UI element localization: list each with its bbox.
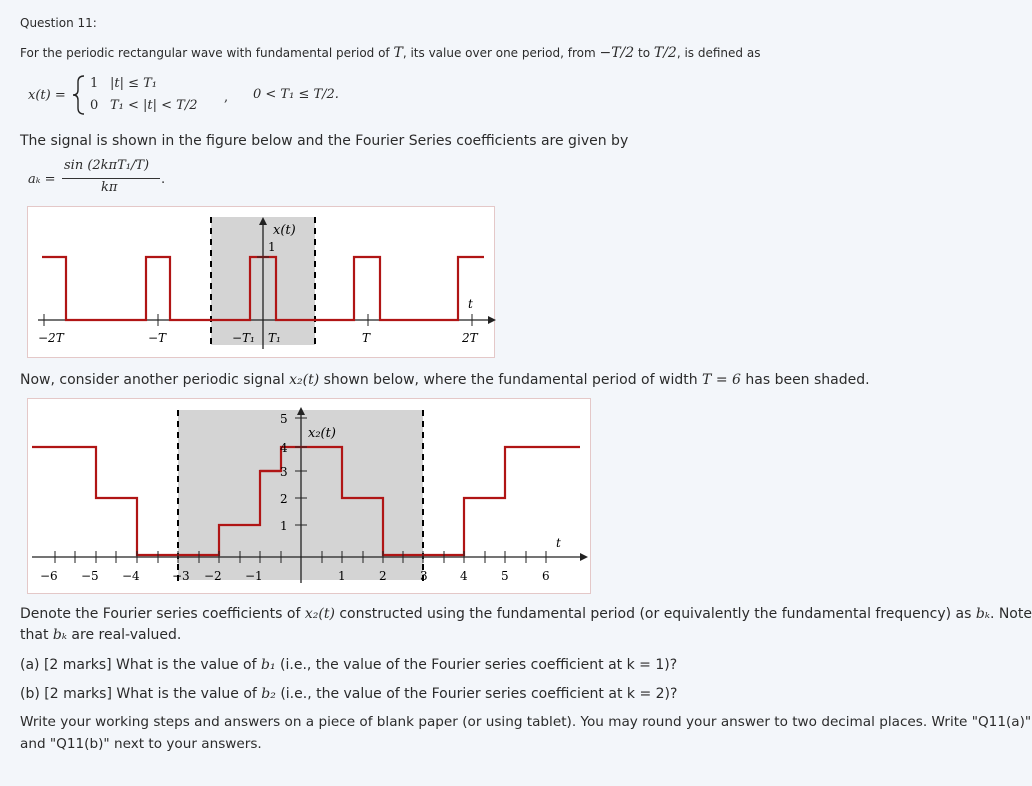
coefficient-denominator: kπ — [101, 180, 118, 195]
denote-part2: constructed using the fundamental period (or equivalently the fundamental frequency) as — [334, 606, 976, 622]
figure2-ytick-label: 3 — [280, 465, 288, 479]
figure1-axis-arrow — [488, 316, 496, 324]
denote-line2-pre: that — [20, 627, 53, 643]
brace-icon — [72, 74, 86, 116]
figure1-tick-label: T — [362, 331, 371, 345]
figure1-tick-label: 2T — [462, 331, 478, 345]
coefficient-period: . — [161, 172, 166, 187]
figure2-xtick-label: −1 — [245, 569, 263, 583]
figure1-tick-label: −T — [148, 331, 167, 345]
case2-value: 0 — [90, 98, 99, 113]
denote-line2-coef: bₖ — [52, 627, 67, 643]
figure2-ytick-label: 1 — [280, 519, 288, 533]
definition-lhs: x(t) = — [28, 88, 66, 103]
figure2-ytick-label: 4 — [280, 441, 288, 455]
part-a-pre: (a) [2 marks] What is the value of — [20, 657, 261, 673]
now-part2: shown below, where the fundamental period of width — [319, 372, 703, 388]
figure2-plot — [28, 399, 590, 593]
instructions-line1: Write your working steps and answers on a piece of blank paper (or using tablet). You may round your answer to two decimal places. Write "Q11(a)" — [20, 714, 1032, 730]
figure1-plot — [28, 207, 494, 357]
fraction-bar — [62, 178, 160, 179]
figure2-xtick-label: −4 — [122, 569, 140, 583]
figure2-xtick-label: 1 — [338, 569, 346, 583]
question-title: Question 11: — [20, 16, 97, 30]
part-a-question — [20, 657, 677, 673]
figure2-xtick-label: 2 — [379, 569, 387, 583]
figure-rectangular-wave — [27, 206, 495, 358]
signal-description: The signal is shown in the figure below and the Fourier Series coefficients are given by — [20, 133, 629, 149]
figure-staircase-wave — [27, 398, 591, 594]
denote-signal: x₂(t) — [304, 606, 335, 622]
denote-text-line2 — [20, 627, 181, 643]
case1-condition: |t| ≤ T₁ — [110, 76, 158, 91]
coefficient-numerator: sin (2kπT₁/T) — [64, 158, 150, 173]
denote-text-line1 — [20, 606, 1032, 622]
case2-condition: T₁ < |t| < T/2 — [110, 98, 198, 113]
figure2-time-label: t — [556, 536, 561, 550]
part-b-coef: b₂ — [261, 686, 276, 702]
now-signal: x₂(t) — [289, 372, 320, 388]
intro-part3: to — [634, 46, 654, 60]
figure2-xtick-label: −3 — [172, 569, 190, 583]
figure1-tick-label: T₁ — [268, 331, 281, 345]
second-signal-description — [20, 372, 870, 388]
denote-part3: . Note — [989, 606, 1032, 622]
part-b-pre: (b) [2 marks] What is the value of — [20, 686, 262, 702]
denote-coef: bₖ — [975, 606, 990, 622]
figure2-xtick-label: −5 — [81, 569, 99, 583]
part-a-coef: b₁ — [261, 657, 276, 673]
figure2-signal-label: x₂(t) — [308, 426, 336, 441]
figure2-ytick-label: 5 — [280, 412, 288, 426]
definition-constraint: 0 < T₁ ≤ T/2. — [253, 87, 339, 102]
denote-line2-post: are real-valued. — [66, 627, 182, 643]
case1-value: 1 — [90, 76, 99, 91]
now-period: T = 6 — [702, 372, 741, 388]
figure2-xtick-label: 4 — [460, 569, 468, 583]
figure2-axis-arrow — [580, 553, 588, 561]
part-b-post: (i.e., the value of the Fourier series coefficient at k = 2)? — [275, 686, 678, 702]
intro-to: T/2 — [653, 45, 677, 61]
figure2-xtick-label: 3 — [420, 569, 428, 583]
intro-part4: , is defined as — [676, 46, 761, 60]
figure1-tick-label: −2T — [38, 331, 64, 345]
figure2-ytick-label: 2 — [280, 492, 288, 506]
figure1-time-label: t — [468, 297, 473, 311]
figure1-amplitude-label: 1 — [268, 240, 276, 254]
instructions-line2: and "Q11(b)" next to your answers. — [20, 736, 262, 752]
coefficient-lhs: aₖ = — [28, 172, 56, 187]
denote-part1: Denote the Fourier series coefficients of — [20, 606, 305, 622]
part-b-question — [20, 686, 677, 702]
figure1-tick-label: −T₁ — [232, 331, 255, 345]
figure2-xtick-label: −2 — [204, 569, 222, 583]
now-part3: has been shaded. — [740, 372, 870, 388]
figure2-xtick-label: 6 — [542, 569, 550, 583]
intro-text — [20, 45, 760, 61]
now-part1: Now, consider another periodic signal — [20, 372, 290, 388]
intro-part2: , its value over one period, from — [402, 46, 600, 60]
intro-from: −T/2 — [599, 45, 635, 61]
figure2-xtick-label: 5 — [501, 569, 509, 583]
intro-period-symbol: T — [393, 45, 403, 61]
part-a-post: (i.e., the value of the Fourier series coefficient at k = 1)? — [275, 657, 678, 673]
figure2-xtick-label: −6 — [40, 569, 58, 583]
figure1-signal-label: x(t) — [273, 223, 296, 238]
definition-comma: , — [224, 90, 229, 105]
intro-part1: For the periodic rectangular wave with fundamental period of — [20, 46, 394, 60]
